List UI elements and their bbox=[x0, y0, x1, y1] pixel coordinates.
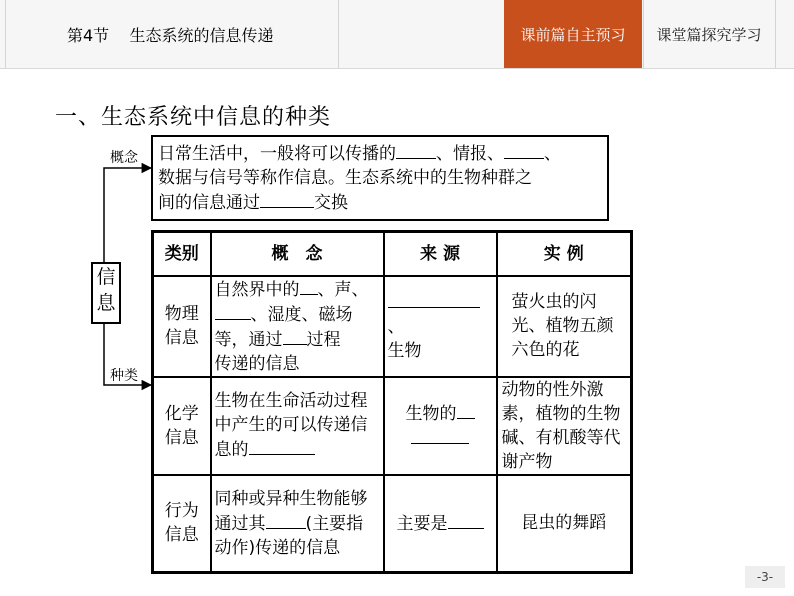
table-row-behavioral bbox=[153, 475, 632, 573]
text: 、声、 bbox=[317, 279, 369, 300]
header-divider bbox=[338, 0, 339, 68]
concept-cell bbox=[211, 276, 384, 377]
fill-blank[interactable] bbox=[448, 511, 484, 529]
fill-blank[interactable] bbox=[457, 401, 475, 419]
fill-blank[interactable] bbox=[504, 141, 544, 159]
text: 、 bbox=[387, 316, 405, 337]
text: 间的信息通过 bbox=[158, 193, 260, 213]
label-concept: 概念 bbox=[110, 150, 138, 166]
text: 、 bbox=[544, 144, 561, 164]
header-source: 来 源 bbox=[384, 232, 497, 276]
example-cell: 萤火虫的闪光、植物五颜六色的花 bbox=[497, 276, 632, 377]
category-cell: 行为信息 bbox=[153, 475, 211, 573]
page-number: -3- bbox=[745, 566, 785, 588]
category-cell: 化学信息 bbox=[153, 377, 211, 475]
concept-cell bbox=[211, 475, 384, 573]
text: 生物的 bbox=[405, 403, 457, 424]
text: 生物在生命活动过程中产生的可以传递信息的 bbox=[214, 391, 368, 460]
fill-blank[interactable] bbox=[396, 141, 436, 159]
header-category: 类别 bbox=[153, 232, 211, 276]
text: 、情报、 bbox=[436, 144, 504, 164]
header-concept: 概 念 bbox=[211, 232, 384, 276]
text: 日常生活中，一般将可以传播的 bbox=[158, 144, 396, 164]
text: 主要是 bbox=[396, 513, 448, 534]
text: 传递的信息 bbox=[214, 353, 300, 374]
label-types: 种类 bbox=[110, 368, 138, 384]
info-types-table bbox=[151, 230, 633, 574]
slide-title: 第4节 生态系统的信息传递 bbox=[67, 26, 274, 45]
text: 等，通过 bbox=[214, 329, 283, 350]
text: (主要指动作)传递的信息 bbox=[214, 513, 364, 558]
header-divider bbox=[5, 0, 6, 68]
text: 生物 bbox=[387, 340, 422, 361]
header-divider bbox=[775, 0, 776, 68]
text: 同种或异种生物能够通过其 bbox=[214, 488, 368, 534]
fill-blank[interactable] bbox=[388, 290, 480, 308]
source-cell bbox=[384, 377, 497, 475]
source-cell bbox=[384, 276, 497, 377]
fill-blank[interactable] bbox=[283, 327, 307, 345]
fill-blank[interactable] bbox=[215, 302, 251, 320]
concept-line-2: 数据与信号等称作信息。生态系统中的生物种群之 bbox=[158, 168, 532, 188]
fill-blank[interactable] bbox=[249, 437, 315, 455]
connector-concept bbox=[104, 168, 151, 262]
center-node-info: 信息 bbox=[91, 262, 121, 324]
text: 交换 bbox=[314, 193, 348, 213]
fill-blank[interactable] bbox=[411, 426, 469, 444]
concept-line-1 bbox=[158, 141, 607, 166]
concept-line-3 bbox=[158, 190, 607, 215]
example-cell: 昆虫的舞蹈 bbox=[497, 475, 632, 573]
concept-box bbox=[151, 135, 609, 221]
example-cell: 动物的性外激素，植物的生物碱、有机酸等代谢产物 bbox=[497, 377, 632, 475]
fill-blank[interactable] bbox=[300, 277, 318, 295]
section-title: 一、生态系统中信息的种类 bbox=[55, 105, 332, 130]
fill-blank[interactable] bbox=[266, 511, 306, 529]
category-cell: 物理信息 bbox=[153, 276, 211, 377]
source-cell bbox=[384, 475, 497, 573]
table-row-physical bbox=[153, 276, 632, 377]
tab-classroom[interactable]: 课堂篇探究学习 bbox=[656, 25, 762, 44]
text: 自然界中的 bbox=[214, 279, 300, 300]
header-bar bbox=[0, 0, 794, 69]
text: 、湿度、磁场 bbox=[250, 304, 353, 325]
tab-preview[interactable]: 课前篇自主预习 bbox=[504, 0, 642, 68]
header-example: 实 例 bbox=[497, 232, 632, 276]
table-row-chemical bbox=[153, 377, 632, 475]
table-header-row bbox=[153, 232, 632, 276]
text: 过程 bbox=[306, 329, 341, 350]
concept-cell bbox=[211, 377, 384, 475]
fill-blank[interactable] bbox=[260, 190, 314, 208]
